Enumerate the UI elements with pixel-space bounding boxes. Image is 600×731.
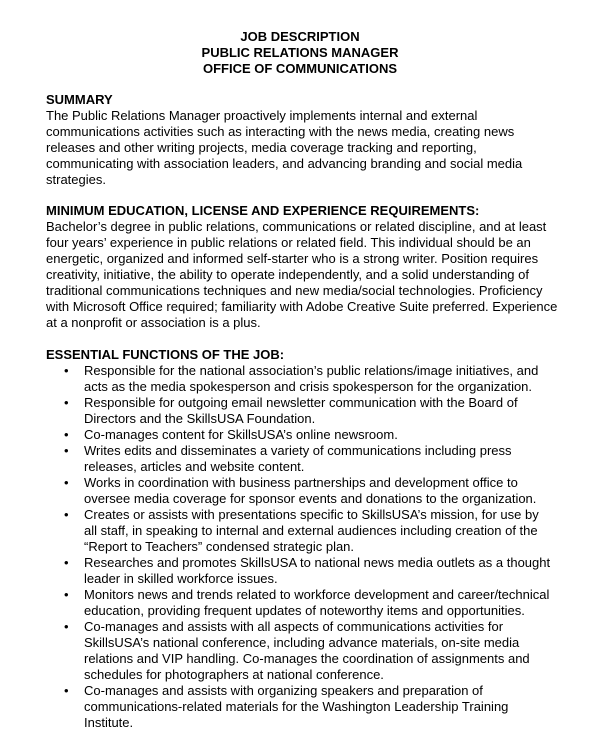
list-item bbox=[46, 507, 554, 555]
list-item-text: Writes edits and disseminates a variety of communications including press releases, articles and website content. bbox=[84, 443, 512, 474]
list-item bbox=[46, 395, 554, 427]
bullet-icon: • bbox=[64, 555, 69, 570]
list-item bbox=[46, 427, 554, 443]
bullet-icon: • bbox=[64, 587, 69, 602]
list-item bbox=[46, 619, 554, 683]
bullet-icon: • bbox=[64, 395, 69, 410]
header-job-title: PUBLIC RELATIONS MANAGER bbox=[201, 45, 399, 60]
functions-list bbox=[46, 363, 600, 731]
list-item bbox=[46, 683, 554, 731]
list-item-text: Co-manages and assists with organizing speakers and preparation of communications-related materials for the Washington Leadership Training Institute. bbox=[84, 683, 509, 730]
header-office: OFFICE OF COMMUNICATIONS bbox=[202, 61, 398, 76]
bullet-icon: • bbox=[64, 427, 69, 442]
document-header bbox=[0, 0, 600, 77]
bullet-icon: • bbox=[64, 619, 69, 634]
summary-text: The Public Relations Manager proactively implements internal and external communications activities such as interacting with the news media, creating news releases and other writing projects, media coverage tracking and reporting, communicating with association leaders, and advancing branding and social media strategies. bbox=[46, 108, 523, 187]
bullet-icon: • bbox=[64, 443, 69, 458]
list-item bbox=[46, 555, 554, 587]
header-job-description: JOB DESCRIPTION bbox=[240, 29, 360, 44]
list-item-text: Monitors news and trends related to workforce development and career/technical education, providing frequent updates of noteworthy items and opportunities. bbox=[84, 587, 550, 618]
summary-heading: SUMMARY bbox=[46, 92, 113, 107]
list-item-text: Responsible for the national association’s public relations/image initiatives, and acts as the media spokesperson and crisis spokesperson for the organization. bbox=[84, 363, 539, 394]
list-item-text: Responsible for outgoing email newsletter communication with the Board of Directors and the SkillsUSA Foundation. bbox=[84, 395, 518, 426]
bullet-icon: • bbox=[64, 475, 69, 490]
list-item-text: Researches and promotes SkillsUSA to national news media outlets as a thought leader in skilled workforce issues. bbox=[84, 555, 551, 586]
requirements-heading: MINIMUM EDUCATION, LICENSE AND EXPERIENCE REQUIREMENTS: bbox=[46, 203, 480, 218]
list-item-text: Works in coordination with business partnerships and development office to oversee media coverage for sponsor events and donations to the organization. bbox=[84, 475, 537, 506]
list-item-text: Creates or assists with presentations specific to SkillsUSA’s mission, for use by all staff, in speaking to internal and external audiences including creation of the “Report to Teachers” condensed strategic plan. bbox=[84, 507, 539, 554]
list-item bbox=[46, 443, 554, 475]
bullet-icon: • bbox=[64, 507, 69, 522]
list-item bbox=[46, 363, 554, 395]
bullet-icon: • bbox=[64, 683, 69, 698]
list-item bbox=[46, 587, 554, 619]
requirements-text: Bachelor’s degree in public relations, communications or related discipline, and at least four years’ experience in public relations or related field. This individual should be an energetic, organized and informed self-starter who is a strong writer. Position requires creativity, initiative, the ability to operate independently, and a solid understanding of traditional communications techniques and new media/social technologies. Proficiency with Microsoft Office required; familiarity with Adobe Creative Suite preferred. Experience at a nonprofit or association is a plus. bbox=[46, 219, 558, 330]
functions-heading: ESSENTIAL FUNCTIONS OF THE JOB: bbox=[46, 347, 285, 362]
list-item bbox=[46, 475, 554, 507]
list-item-text: Co-manages and assists with all aspects of communications activities for SkillsUSA’s national conference, including advance materials, on-site media relations and VIP handling. Co-manages the coordination of assignments and schedules for photographers at national conference. bbox=[84, 619, 530, 682]
bullet-icon: • bbox=[64, 363, 69, 378]
list-item-text: Co-manages content for SkillsUSA’s online newsroom. bbox=[84, 427, 398, 442]
